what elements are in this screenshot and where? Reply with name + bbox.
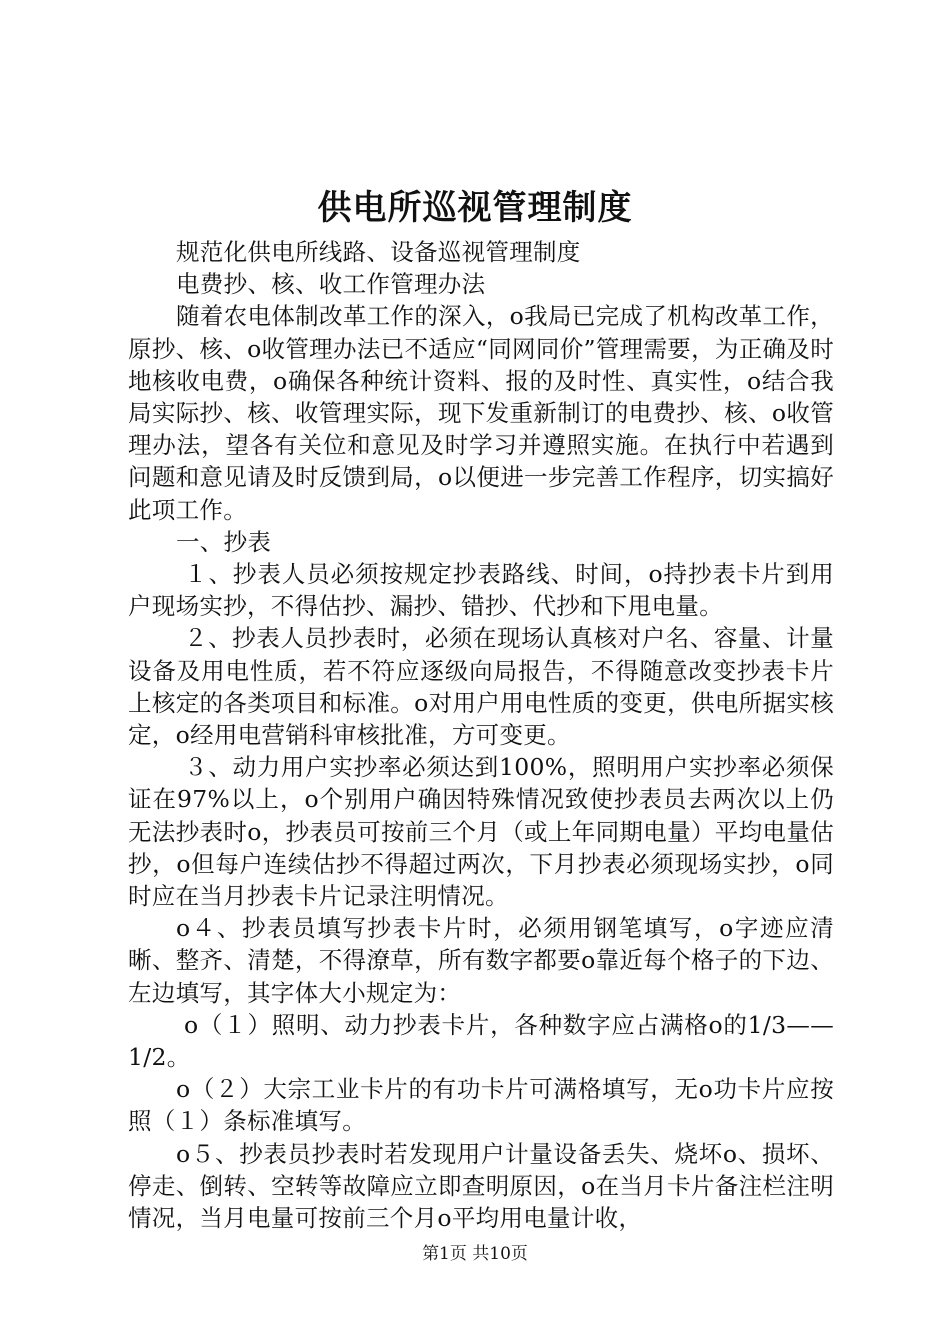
paragraph-item-4: o４、抄表员填写抄表卡片时，必须用钢笔填写，o字迹应清晰、整齐、清楚，不得潦草，所有数字都要o靠近每个格子的下边、左边填写，其字体大小规定为：	[128, 914, 834, 1007]
paragraph-intro: 随着农电体制改革工作的深入，o我局已完成了机构改革工作，原抄、核、o收管理办法已不适应“同网同价”管理需要，为正确及时地核收电费，o确保各种统计资料、报的及时性、真实性，o结合我局实际抄、核、收管理实际，现下发重新制订的电费抄、核、o收管理办法，望各有关位和意见及时学习并遵照实施。在执行中若遇到问题和意见请及时反馈到局，o以便进一步完善工作程序，切实搞好此项工作。	[128, 302, 834, 524]
document-title: 供电所巡视管理制度	[317, 188, 633, 228]
paragraph-subtitle-1: 规范化供电所线路、设备巡视管理制度	[176, 238, 581, 266]
paragraph-subtitle-2: 电费抄、核、收工作管理办法	[176, 270, 486, 299]
paragraph-sub-item-1: o（１）照明、动力抄表卡片，各种数字应占满格o的1/3——1/2。	[128, 1010, 834, 1072]
paragraph-item-5: o５、抄表员抄表时若发现用户计量设备丢失、烧坏o、损坏、停走、倒转、空转等故障应立即查明原因，o在当月卡片备注栏注明情况，当月电量可按前三个月o平均用电量计收，	[128, 1139, 834, 1233]
paragraph-item-1: １、抄表人员必须按规定抄表路线、时间，o持抄表卡片到用户现场实抄，不得估抄、漏抄、错抄、代抄和下甩电量。	[128, 560, 834, 621]
document-body	[128, 236, 834, 1234]
paragraph-item-3: ３、动力用户实抄率必须达到100%，照明用户实抄率必须保证在97%以上，o个别用户确因特殊情况致使抄表员去两次以上仍无法抄表时o，抄表员可按前三个月（或上年同期电量）平均电量估抄，o但每户连续估抄不得超过两次，下月抄表必须现场实抄，o同时应在当月抄表卡片记录注明情况。	[128, 753, 834, 911]
paragraph-item-2: ２、抄表人员抄表时，必须在现场认真核对户名、容量、计量设备及用电性质，若不符应逐级向局报告，不得随意改变抄表卡片上核定的各类项目和标准。o对用户用电性质的变更，供电所据实核定，o经用电营销科审核批准，方可变更。	[128, 624, 834, 750]
paragraph-sub-item-2: o（２）大宗工业卡片的有功卡片可满格填写，无o功卡片应按照（１）条标准填写。	[128, 1075, 834, 1136]
page-footer: 第1页 共10页	[422, 1244, 528, 1264]
section-heading: 一、抄表	[176, 527, 272, 556]
